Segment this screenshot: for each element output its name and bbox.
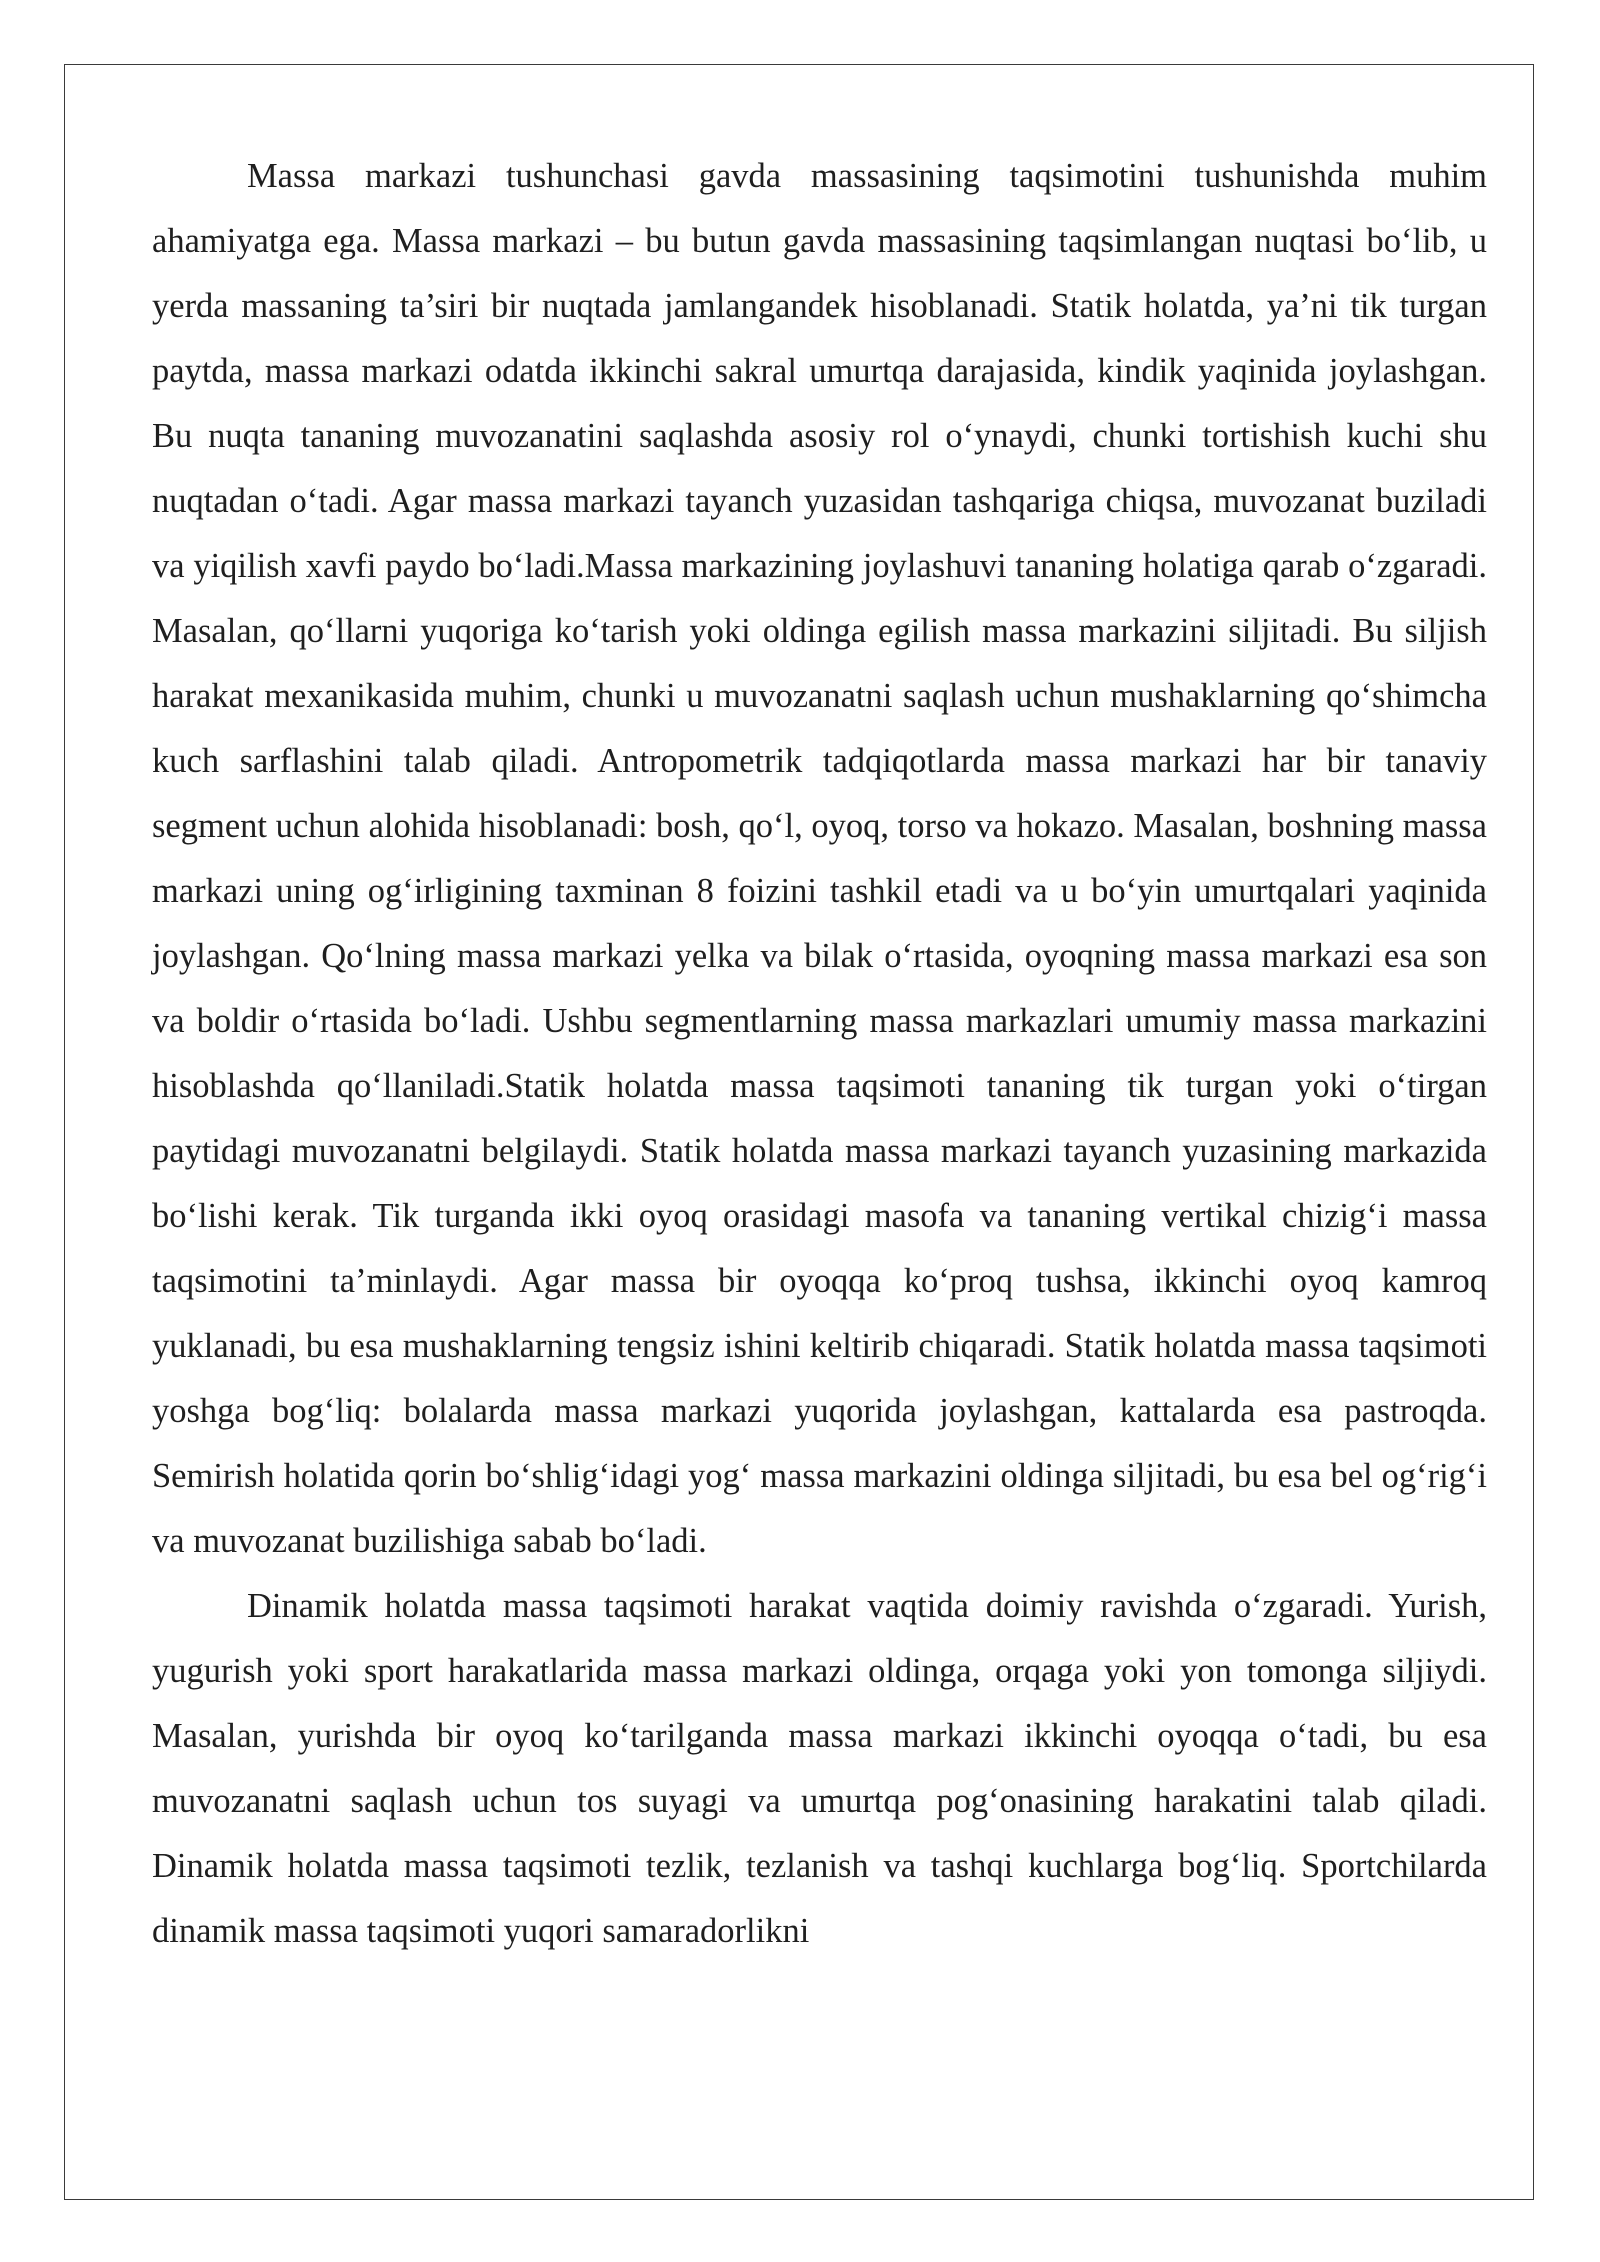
paragraph-2: Dinamik holatda massa taqsimoti harakat vaqtida doimiy ravishda o‘zgaradi. Yurish, yugurish yoki sport harakatlarida massa markazi oldinga, orqaga yoki yon tomonga siljiydi. Masalan, yurishda bir oyoq ko‘tarilganda massa markazi ikkinchi oyoqqa o‘tadi, bu esa muvozanatni saqlash uchun tos suyagi va umurtqa pog‘onasining harakatini talab qiladi. Dinamik holatda massa taqsimoti tezlik, tezlanish va tashqi kuchlarga bog‘liq. Sportchilarda dinamik massa taqsimoti yuqori samaradorlikni <box>152 1587 1487 1950</box>
document-body <box>152 144 1487 1964</box>
paragraph-1: Massa markazi tushunchasi gavda massasining taqsimotini tushunishda muhim ahamiyatga ega. Massa markazi – bu butun gavda massasining taqsimlangan nuqtasi bo‘lib, u yerda massaning ta’siri bir nuqtada jamlangandek hisoblanadi. Statik holatda, ya’ni tik turgan paytda, massa markazi odatda ikkinchi sakral umurtqa darajasida, kindik yaqinida joylashgan. Bu nuqta tananing muvozanatini saqlashda asosiy rol o‘ynaydi, chunki tortishish kuchi shu nuqtadan o‘tadi. Agar massa markazi tayanch yuzasidan tashqariga chiqsa, muvozanat buziladi va yiqilish xavfi paydo bo‘ladi.Massa markazining joylashuvi tananing holatiga qarab o‘zgaradi. Masalan, qo‘llarni yuqoriga ko‘tarish yoki oldinga egilish massa markazini siljitadi. Bu siljish harakat mexanikasida muhim, chunki u muvozanatni saqlash uchun mushaklarning qo‘shimcha kuch sarflashini talab qiladi. Antropometrik tadqiqotlarda massa markazi har bir tanaviy segment uchun alohida hisoblanadi: bosh, qo‘l, oyoq, torso va hokazo. Masalan, boshning massa markazi uning og‘irligining taxminan 8 foizini tashkil etadi va u bo‘yin umurtqalari yaqinida joylashgan. Qo‘lning massa markazi yelka va bilak o‘rtasida, oyoqning massa markazi esa son va boldir o‘rtasida bo‘ladi. Ushbu segmentlarning massa markazlari umumiy massa markazini hisoblashda qo‘llaniladi.Statik holatda massa taqsimoti tananing tik turgan yoki o‘tirgan paytidagi muvozanatni belgilaydi. Statik holatda massa markazi tayanch yuzasining markazida bo‘lishi kerak. Tik turganda ikki oyoq orasidagi masofa va tananing vertikal chizig‘i massa taqsimotini ta’minlaydi. Agar massa bir oyoqqa ko‘proq tushsa, ikkinchi oyoq kamroq yuklanadi, bu esa mushaklarning tengsiz ishini keltirib chiqaradi. Statik holatda massa taqsimoti yoshga bog‘liq: bolalarda massa markazi yuqorida joylashgan, kattalarda esa pastroqda. Semirish holatida qorin bo‘shlig‘idagi yog‘ massa markazini oldinga siljitadi, bu esa bel og‘rig‘i va muvozanat buzilishiga sabab bo‘ladi. <box>152 157 1487 1560</box>
